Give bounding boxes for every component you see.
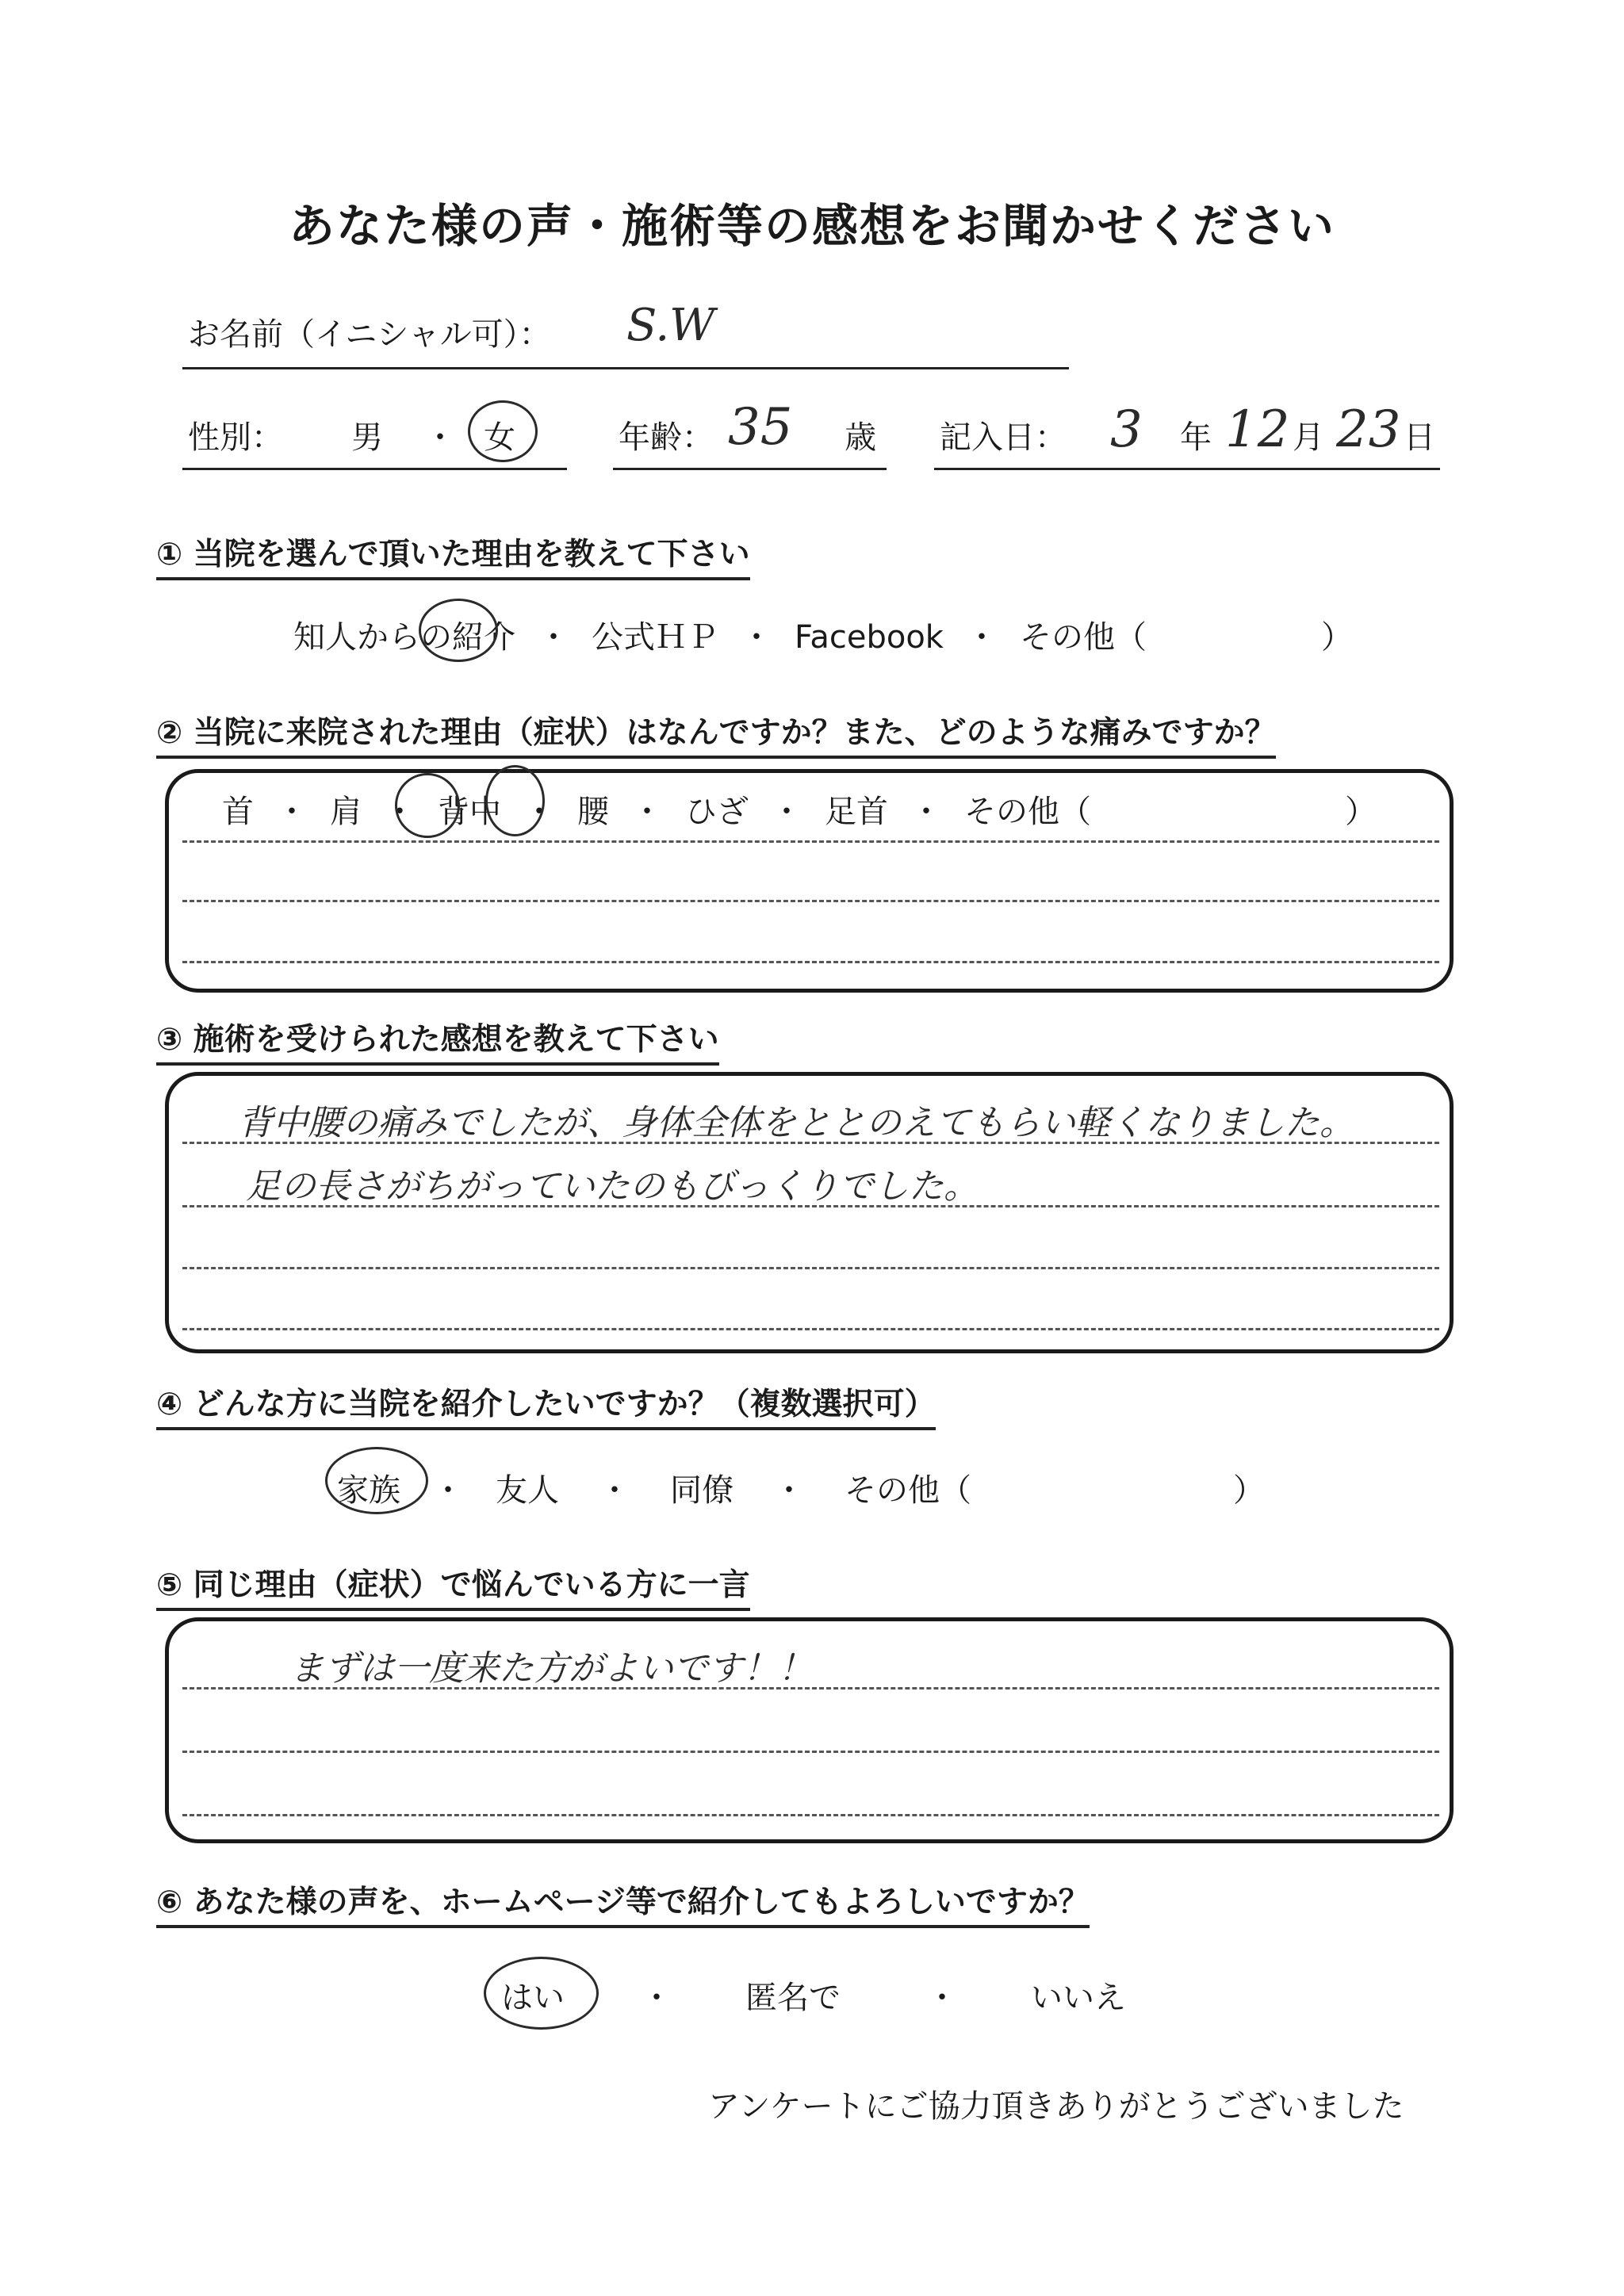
q2-option-back[interactable]: 背中: [438, 794, 501, 830]
date-year-unit: 年: [1180, 419, 1212, 456]
q2-line-3: [182, 961, 1439, 963]
q2-option-lower-back[interactable]: 腰: [577, 794, 609, 830]
q1-option-facebook[interactable]: Facebook: [795, 619, 944, 656]
q6-sep-1: ・: [641, 1980, 672, 2016]
q5-line-2: [182, 1751, 1439, 1753]
q2-option-ankle[interactable]: 足首: [825, 794, 888, 830]
date-month[interactable]: 12: [1225, 400, 1290, 459]
date-label: 記入日：: [940, 419, 1067, 456]
q2-option-neck[interactable]: 首: [222, 794, 254, 830]
gender-underline: [182, 468, 567, 470]
age-underline: [613, 468, 887, 470]
date-underline: [934, 468, 1440, 470]
date-month-unit: 月: [1293, 419, 1324, 456]
q6-option-yes[interactable]: はい: [501, 1980, 565, 2016]
name-value[interactable]: S.W: [626, 300, 715, 351]
q3-line-3: [182, 1267, 1439, 1269]
q5-heading: ⑤ 同じ理由（症状）で悩んでいる方に一言: [156, 1560, 750, 1611]
gender-dot: ・: [424, 419, 456, 456]
q1-options: 知人からの紹介 ・ 公式ＨＰ ・ Facebook ・ その他（ ）: [293, 612, 1353, 657]
q1-heading: ① 当院を選んで頂いた理由を教えて下さい: [156, 530, 750, 580]
q5-line-3: [182, 1814, 1439, 1816]
q1-option-referral[interactable]: 知人からの紹介: [293, 619, 515, 656]
q6-sep-2: ・: [926, 1980, 958, 2016]
age-unit: 歳: [845, 419, 876, 456]
q3-comment-line-2[interactable]: 足の長さがちがっていたのもびっくりでした。: [246, 1166, 979, 1207]
date-year[interactable]: 3: [1110, 400, 1143, 459]
q1-option-hp[interactable]: 公式ＨＰ: [592, 619, 718, 656]
q5-comment-line-1[interactable]: まずは一度来た方がよいです！！: [289, 1648, 813, 1689]
thanks-message: アンケートにご協力頂きありがとうございました: [708, 2088, 1404, 2125]
gender-female[interactable]: 女: [484, 419, 515, 456]
q4-heading: ④ どんな方に当院を紹介したいですか？（複数選択可）: [156, 1380, 936, 1430]
q4-selected-circle: [325, 1447, 428, 1514]
gender-label: 性別：: [188, 419, 283, 456]
name-label: お名前（イニシャル可）：: [188, 316, 551, 353]
q6-heading: ⑥ あなた様の声を、ホームページ等で紹介してもよろしいですか？: [156, 1877, 1090, 1928]
q4-option-colleague[interactable]: 同僚: [670, 1472, 733, 1509]
q1-selected-circle: [419, 599, 498, 662]
q2-options: 首 ・ 肩 ・ 背中 ・ 腰 ・ ひざ ・ 足首 ・ その他（ ）: [222, 786, 1377, 832]
q3-line-4: [182, 1328, 1439, 1330]
q4-option-friend[interactable]: 友人: [496, 1472, 559, 1509]
q2-selected-circle-back: [395, 773, 460, 838]
q2-heading: ② 当院に来院された理由（症状）はなんですか？また、どのような痛みですか？: [156, 708, 1276, 759]
q2-line-2: [182, 900, 1439, 902]
q4-options: 家族 ・ 友人 ・ 同僚 ・ その他（ ）: [337, 1465, 1265, 1510]
q1-option-other[interactable]: その他（: [1019, 619, 1147, 656]
gender-male[interactable]: 男: [351, 419, 383, 456]
q2-line-1: [182, 840, 1439, 843]
q2-option-shoulder[interactable]: 肩: [330, 794, 362, 830]
q2-option-knee[interactable]: ひざ: [685, 794, 749, 830]
q6-option-no[interactable]: いいえ: [1031, 1980, 1126, 2016]
page-title: あなた様の声・施術等の感想をお聞かせください: [288, 199, 1335, 253]
q3-heading: ③ 施術を受けられた感想を教えて下さい: [156, 1015, 719, 1066]
date-day[interactable]: 23: [1336, 400, 1401, 459]
gender-selected-circle: [468, 400, 538, 462]
q3-comment-line-1[interactable]: 背中腰の痛みでしたが、身体全体をととのえてもらい軽くなりました。: [238, 1103, 1354, 1143]
q6-option-anonymous[interactable]: 匿名で: [745, 1980, 841, 2016]
age-label: 年齢：: [619, 419, 714, 456]
age-value[interactable]: 35: [728, 398, 793, 457]
name-underline: [182, 367, 1069, 369]
q4-option-family[interactable]: 家族: [337, 1472, 400, 1509]
q2-option-other[interactable]: その他（: [964, 794, 1091, 830]
q4-option-other[interactable]: その他（: [845, 1472, 971, 1509]
q5-line-1: [182, 1687, 1439, 1689]
date-day-unit: 日: [1404, 419, 1435, 456]
q2-selected-circle-lower-back: [485, 765, 545, 836]
q6-selected-circle: [484, 1957, 599, 2030]
q3-line-1: [182, 1142, 1439, 1144]
q3-line-2: [182, 1205, 1439, 1207]
